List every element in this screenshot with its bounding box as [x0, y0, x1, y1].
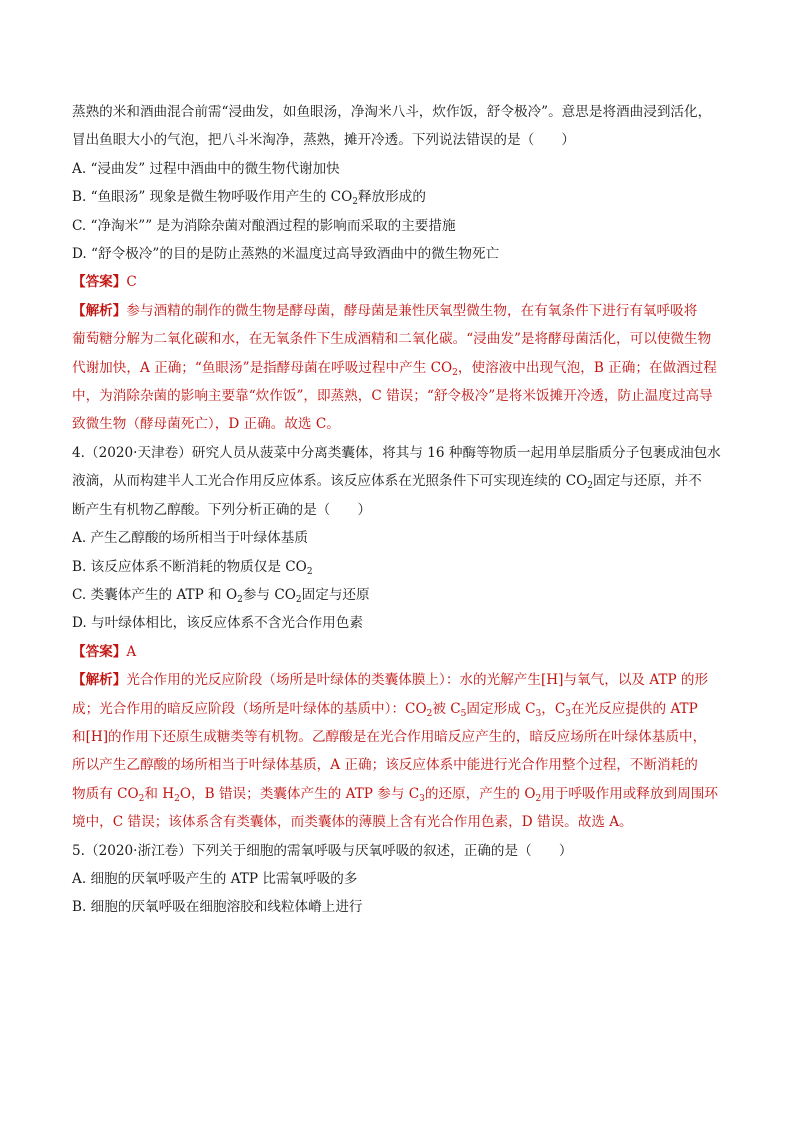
q4-analysis-line-6: 境中，C 错误；该体系含有类囊体，而类囊体的薄膜上含有光合作用色素，D 错误。故选 A。	[72, 814, 633, 831]
analysis-text: ，使溶液中出现气泡，B 正确；在做酒过程	[457, 359, 717, 376]
analysis-text: 参与酒精的制作的微生物是酵母菌，酵母菌是兼性厌氧型微生物，在有氧条件下进行有氧呼吸将	[126, 302, 698, 319]
q4-stem	[72, 439, 722, 524]
q4-option-a: A. 产生乙醇酸的场所相当于叶绿体基质	[72, 530, 308, 547]
q4-option-c-text: C. 类囊体产生的 ATP 和 O	[72, 586, 238, 603]
q4-analysis-line-2	[72, 695, 722, 723]
subscript: 2	[138, 793, 145, 804]
answer-tag: 【答案】	[72, 643, 127, 660]
q3-analysis-line-3	[72, 354, 722, 382]
q3-analysis-line-1	[72, 297, 722, 325]
analysis-text: 固定形成 C	[466, 700, 536, 717]
analysis-text: 光合作用的光反应阶段（场所是叶绿体的类囊体膜上）：水的光解产生[H]与氧气，以及 ATP 的形	[126, 672, 709, 689]
q4-stem-line-1: 4.（2020·天津卷）研究人员从菠菜中分离类囊体，将其与 16 种酶等物质一起用单层脂质分子包裹成油包水	[72, 444, 721, 461]
analysis-text: 和 H	[144, 785, 175, 802]
q4-option-d: D. 与叶绿体相比，该反应体系不含光合作用色素	[72, 615, 363, 632]
q3-option-b	[72, 183, 722, 211]
answer-value: A	[126, 643, 137, 660]
q3-stem	[72, 98, 722, 155]
q3-option-c: C. “净淘米”” 是为消除杂菌对酿酒过程的影响而采取的主要措施	[72, 217, 456, 234]
analysis-tag: 【解析】	[72, 672, 127, 689]
q3-stem-line-1: 蒸熟的米和酒曲混合前需“浸曲发，如鱼眼汤，净淘米八斗，炊作饭，舒令极冷”。意思是将酒曲浸到活化，	[72, 104, 712, 120]
q4-option-b	[72, 553, 722, 581]
subscript: 3	[565, 708, 571, 719]
analysis-text: 物质有 CO	[72, 785, 139, 802]
q3-analysis	[72, 297, 722, 439]
q4-analysis-line-1	[72, 666, 722, 694]
q3-option-b-text-end: 释放形成的	[357, 189, 426, 206]
subscript: 2	[306, 566, 313, 577]
subscript: 2	[352, 197, 358, 208]
q4-stem-line-3: 断产生有机物乙醇酸。下列分析正确的是（ ）	[72, 501, 372, 518]
analysis-text: 用于呼吸作用或释放到周围环	[541, 785, 718, 802]
q4-option-c	[72, 581, 722, 609]
q5-option-a: A. 细胞的厌氧呼吸产生的 ATP 比需氧呼吸的多	[72, 870, 358, 887]
q4-analysis-line-3: 和[H]的作用下还原生成糖类等有机物。乙醇酸是在光合作用暗反应产生的，暗反应场所在叶绿体基质中，	[72, 728, 707, 745]
subscript: 5	[460, 708, 467, 719]
subscript: 2	[295, 594, 302, 605]
subscript: 3	[419, 793, 425, 804]
subscript: 2	[587, 481, 593, 492]
q4-stem-line-2	[72, 467, 722, 495]
subscript: 2	[452, 367, 458, 378]
subscript: 2	[174, 793, 180, 804]
answer-tag: 【答案】	[72, 274, 127, 291]
analysis-text: ，C	[541, 700, 566, 717]
subscript: 2	[535, 793, 542, 804]
analysis-text: 被 C	[432, 700, 461, 717]
subscript: 2	[237, 594, 243, 605]
answer-value: C	[126, 274, 137, 291]
q4-option-c-text: 参与 CO	[242, 586, 296, 603]
q3-analysis-line-2: 葡萄糖分解为二氧化碳和水，在无氧条件下生成酒精和二氧化碳。“浸曲发”是将酵母菌活化，可以使微生物	[72, 331, 712, 348]
q5-stem: 5.（2020·浙江卷）下列关于细胞的需氧呼吸与厌氧呼吸的叙述，正确的是（ ）	[72, 842, 573, 859]
analysis-text: 代谢加快，A 正确；“鱼眼汤”是指酵母菌在呼吸过程中产生 CO	[72, 359, 453, 376]
q3-stem-line-2: 冒出鱼眼大小的气泡，把八斗米淘净，蒸熟，摊开冷透。下列说法错误的是（ ）	[72, 132, 575, 149]
q3-answer	[72, 268, 722, 296]
q3-option-d: D. “舒令极冷”的目的是防止蒸熟的米温度过高导致酒曲中的微生物死亡	[72, 246, 500, 263]
analysis-text: 的还原，产生的 O	[424, 785, 536, 802]
q5-option-b: B. 细胞的厌氧呼吸在细胞溶胶和线粒体嵴上进行	[72, 899, 363, 916]
subscript: 2	[426, 708, 433, 719]
q4-option-c-text: 固定与还原	[301, 586, 370, 603]
q4-analysis	[72, 666, 722, 836]
q3-option-b-text: B. “鱼眼汤” 现象是微生物呼吸作用产生的 CO	[72, 189, 353, 206]
analysis-text: 在光反应提供的 ATP	[570, 700, 698, 717]
q4-analysis-line-5	[72, 780, 722, 808]
q3-analysis-line-5: 致微生物（酵母菌死亡），D 正确。故选 C。	[72, 416, 340, 433]
q3-analysis-line-4: 中，为消除杂菌的影响主要靠“炊作饭”，即蒸熟，C 错误；“舒令极冷”是将米饭摊开冷透，防止温度过高导	[72, 388, 713, 405]
q4-option-b-text: B. 该反应体系不断消耗的物质仅是 CO	[72, 558, 307, 575]
q4-analysis-line-4: 所以产生乙醇酸的场所相当于叶绿体基质，A 正确；该反应体系中能进行光合作用整个过程，不断消耗的	[72, 757, 698, 774]
page-content	[72, 98, 722, 922]
stem-text: 液滴，从而构建半人工光合作用反应体系。该反应体系在光照条件下可实现连续的 CO	[72, 473, 588, 490]
subscript: 3	[535, 708, 542, 719]
analysis-text: 成；光合作用的暗反应阶段（场所是叶绿体的基质中）：CO	[72, 700, 427, 717]
analysis-tag: 【解析】	[72, 302, 127, 319]
stem-text: 固定与还原，并不	[592, 473, 702, 490]
q3-option-a: A. “浸曲发” 过程中酒曲中的微生物代谢加快	[72, 160, 340, 177]
q4-answer	[72, 638, 722, 666]
analysis-text: O，B 错误；类囊体产生的 ATP 参与 C	[179, 785, 420, 802]
